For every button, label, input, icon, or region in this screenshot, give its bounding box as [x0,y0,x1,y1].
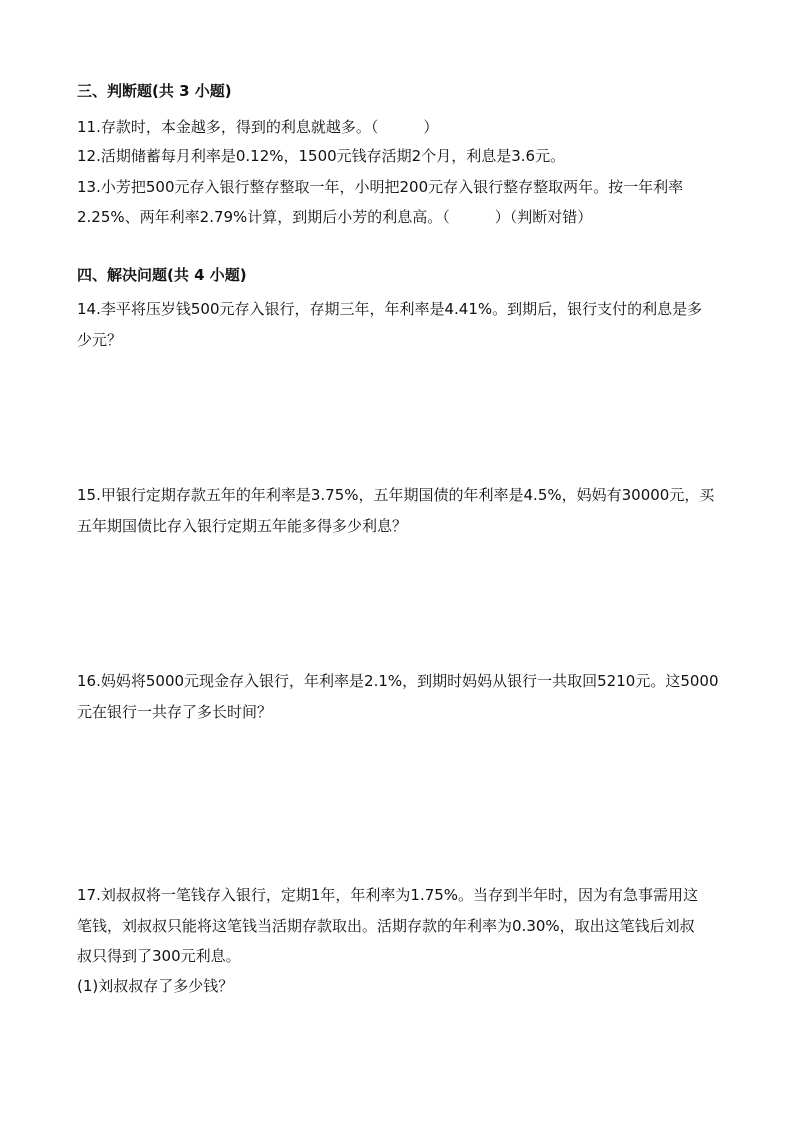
question-15-line-2: 五年期国债比存入银行定期五年能多得多少利息？ [77,517,408,535]
question-17-line-1: 17.刘叔叔将一笔钱存入银行，定期1年，年利率为1.75%。当存到半年时，因为有急事需用这 [77,886,699,904]
question-12: 12.活期储蓄每月利率是0.12%，1500元钱存活期2个月，利息是3.6元。 [77,147,566,165]
question-11: 11.存款时，本金越多，得到的利息就越多。（ ） [77,118,439,136]
question-17-line-3: 叔只得到了300元利息。 [77,947,241,965]
question-15-line-1: 15.甲银行定期存款五年的年利率是3.75%，五年期国债的年利率是4.5%，妈妈有30000元，买 [77,486,715,504]
question-17-line-2: 笔钱，刘叔叔只能将这笔钱当活期存款取出。活期存款的年利率为0.30%，取出这笔钱后刘叔 [77,917,695,935]
question-14-line-1: 14.李平将压岁钱500元存入银行，存期三年，年利率是4.41%。到期后，银行支付的利息是多 [77,300,703,318]
question-13-line-1: 13.小芳把500元存入银行整存整取一年，小明把200元存入银行整存整取两年。按一年利率 [77,178,684,196]
question-14-line-2: 少元？ [77,331,123,349]
question-13-line-2: 2.25%、两年利率2.79%计算，到期后小芳的利息高。（ ）（判断对错） [77,208,593,226]
question-17-sub-1: (1)刘叔叔存了多少钱？ [77,977,234,995]
question-16-line-2: 元在银行一共存了多长时间？ [77,703,273,721]
question-16-line-1: 16.妈妈将5000元现金存入银行，年利率是2.1%，到期时妈妈从银行一共取回5210元。这5000 [77,672,719,690]
section-heading-problems: 四、解决问题(共 4 小题) [77,266,247,284]
section-heading-judgement: 三、判断题(共 3 小题) [77,82,232,100]
